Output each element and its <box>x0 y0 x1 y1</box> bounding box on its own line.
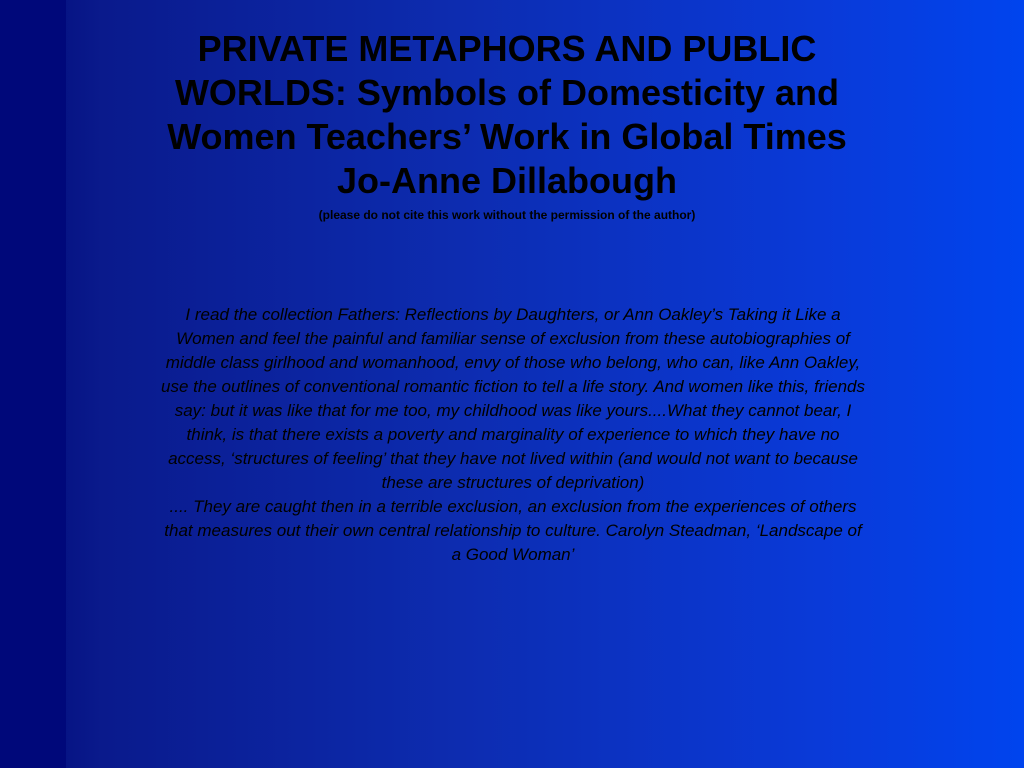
citation-note: (please do not cite this work without the permission of the author) <box>318 208 696 222</box>
author-name: Jo-Anne Dillabough <box>337 160 677 201</box>
epigraph-quote <box>160 303 866 567</box>
quote-paragraph: I read the collection Fathers: Reflections by Daughters, or Ann Oakley’s Taking it Like a Women and feel the painful and familiar sense of exclusion from these autobiographies of middle class girlhood and womanhood, envy of those who belong, who can, like Ann Oakley, use the outlines of conventional romantic fiction to tell a life story. And women like this, friends say: but it was like that for me too, my childhood was like yours....What they cannot bear, I think, is that there exists a poverty and marginality of experience to which they have no access, ‘structures of feeling’ that they have not lived within (and would not want to because these are structures of deprivation) <box>161 305 865 492</box>
slide-title <box>100 27 914 159</box>
quote-paragraph: .... They are caught then in a terrible exclusion, an exclusion from the experiences of others that measures out their own central relationship to culture. Carolyn Steadman, ‘Landscape of a Good Woman’ <box>164 497 862 564</box>
title-line: Women Teachers’ Work in Global Times <box>167 116 847 157</box>
title-block <box>100 27 914 223</box>
title-line: PRIVATE METAPHORS AND PUBLIC <box>197 28 817 69</box>
left-accent-band <box>0 0 66 768</box>
title-line: WORLDS: Symbols of Domesticity and <box>174 72 840 113</box>
